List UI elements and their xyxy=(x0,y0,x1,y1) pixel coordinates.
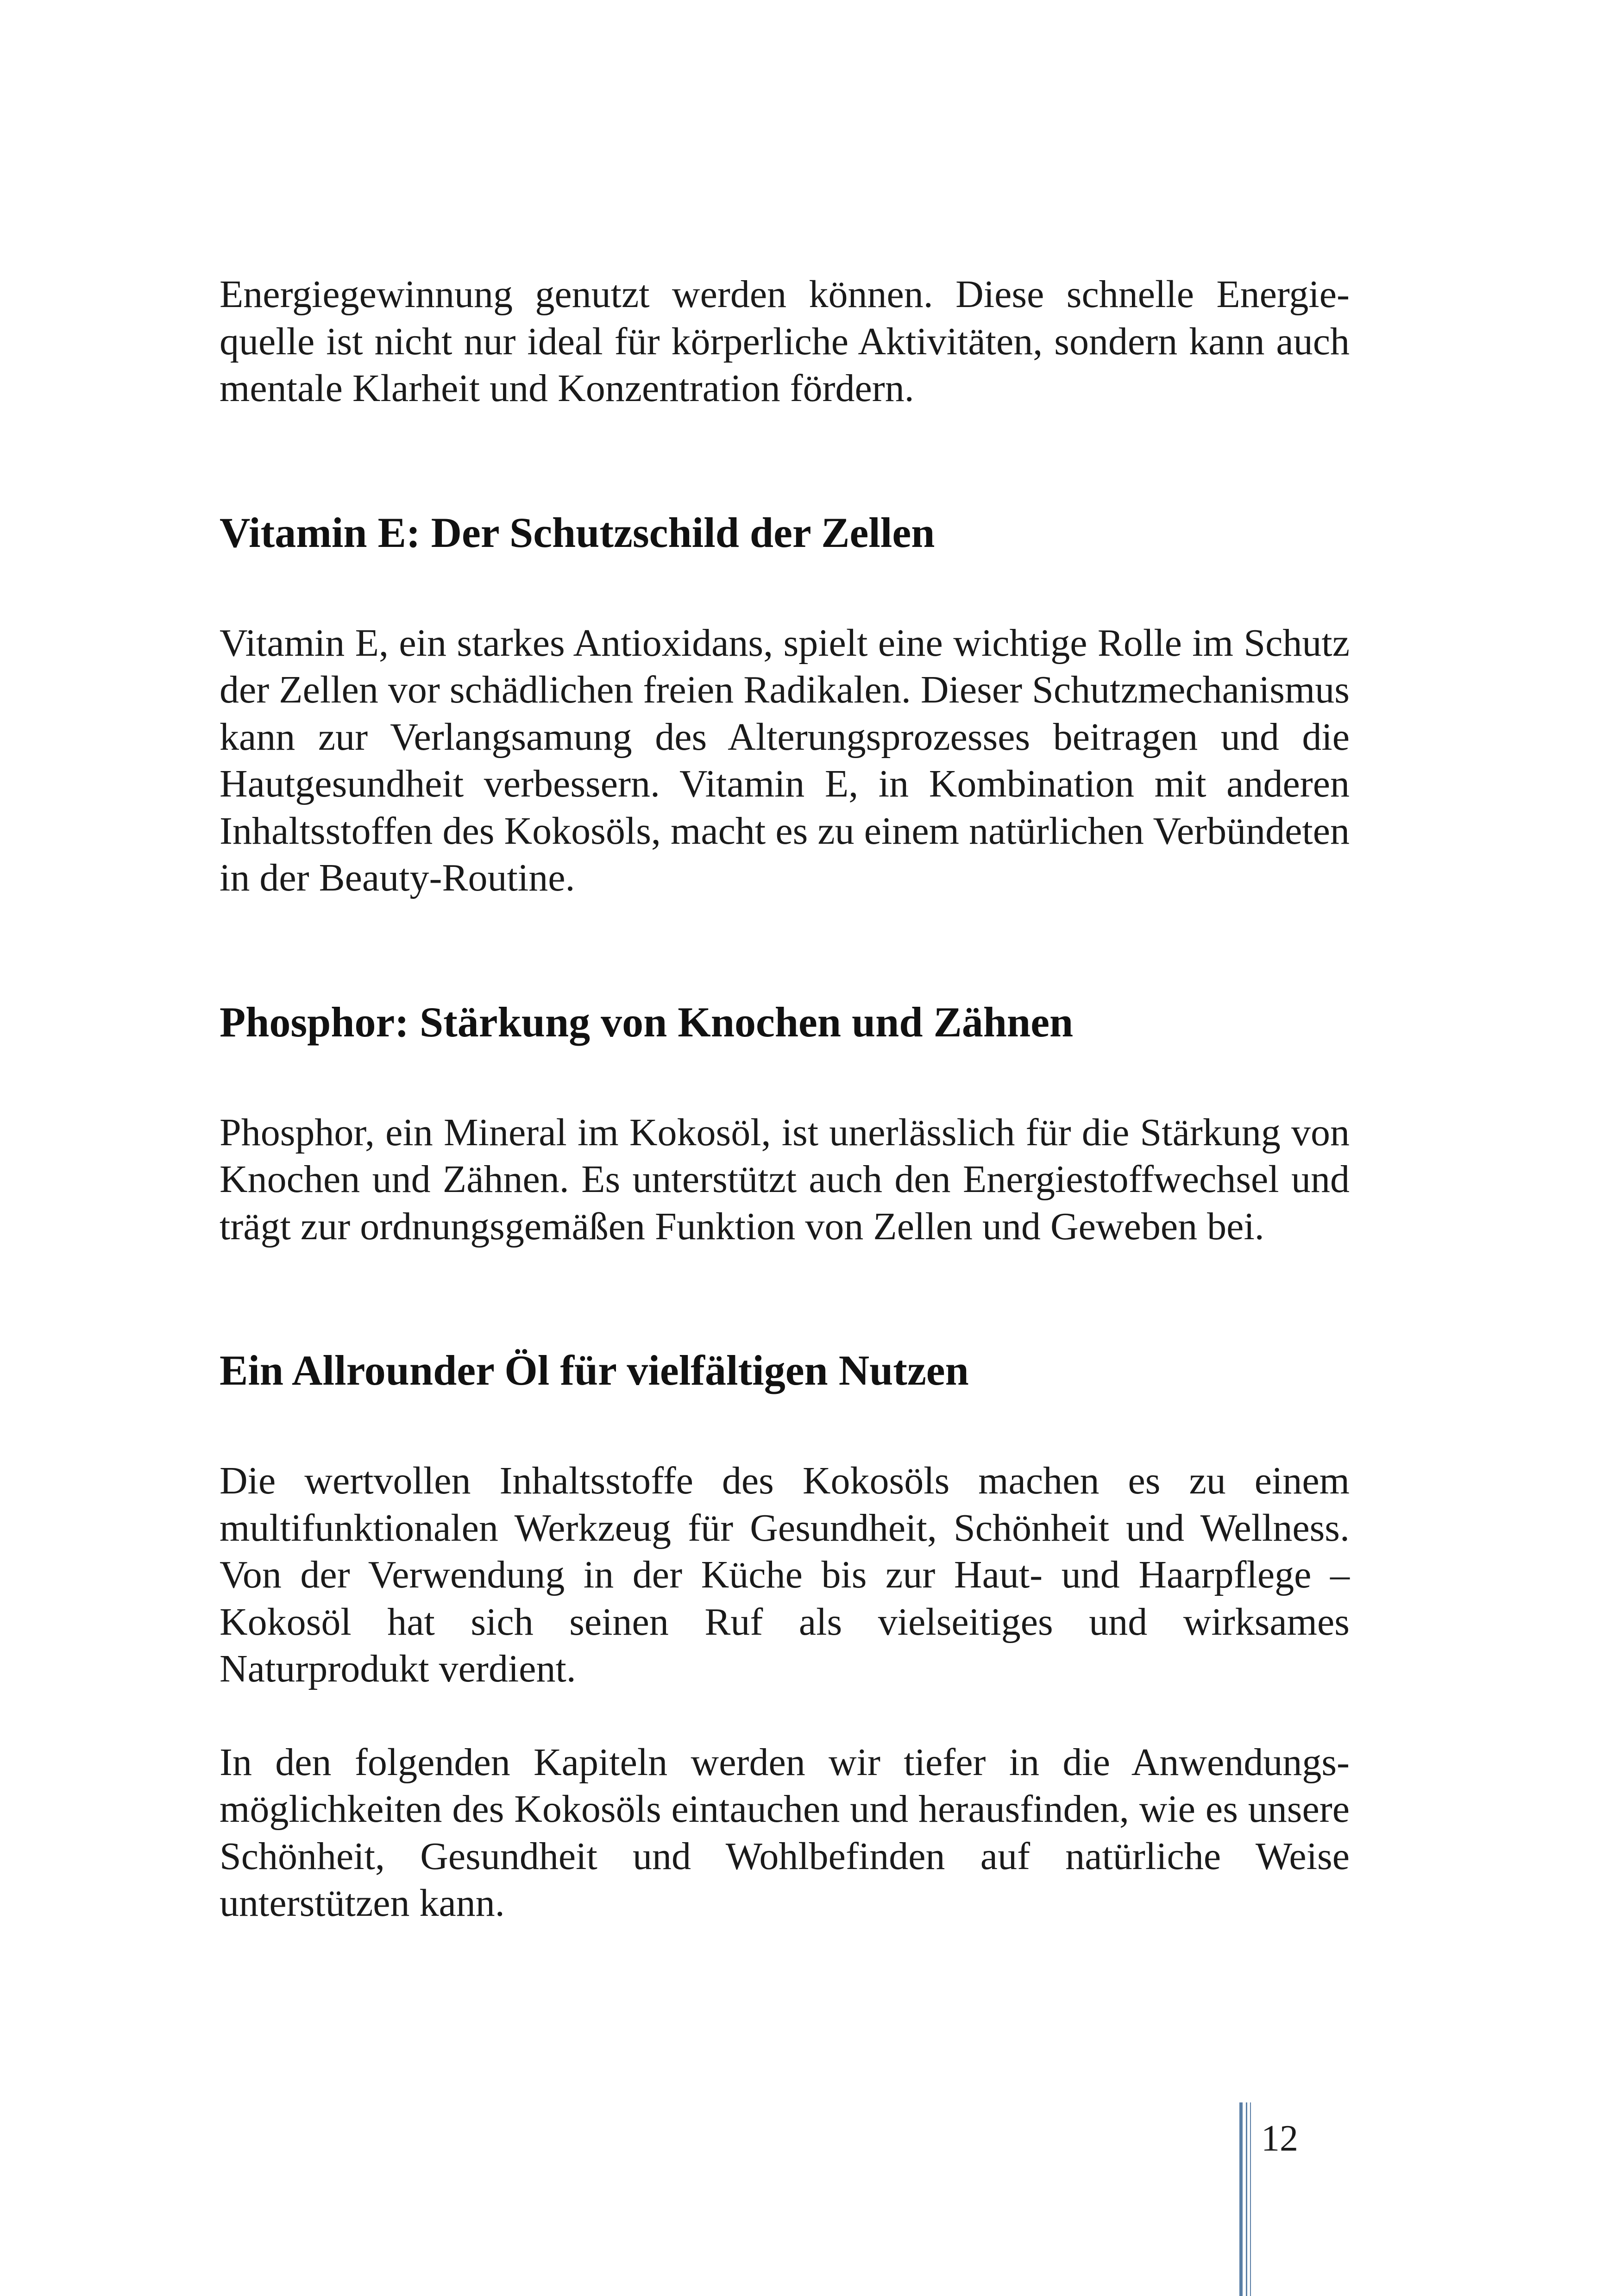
body-paragraph: Die wertvollen Inhaltsstoffe des Kokosöls machen es zu einem multifunktionalen Werkzeug für Gesundheit, Schönheit und Wellness. Von der Verwendung in der Küche bis zur Haut- und Haarpflege – Kokosöl hat sich seinen Ruf als vielseitiges und wirksames Naturprodukt verdient. xyxy=(220,1459,1350,1690)
page-number: 12 xyxy=(1261,2118,1298,2159)
section-heading-phosphor: Phosphor: Stärkung von Knochen und Zähnen xyxy=(220,998,1074,1046)
footer-rule xyxy=(1239,2102,1243,2296)
footer-rule xyxy=(1250,2102,1251,2296)
section-heading-allrounder: Ein Allrounder Öl für vielfältigen Nutzen xyxy=(220,1347,969,1394)
body-paragraph: In den folgenden Kapiteln werden wir tiefer in die Anwendungsmöglichkeiten des Kokosöls eintauchen und herausfinden, wie es unsere Schönheit, Gesundheit und Wohlbefinden auf natürliche Weise unterstützen kann. xyxy=(220,1740,1350,1925)
footer-rule xyxy=(1246,2102,1247,2296)
page-content xyxy=(220,271,1350,1927)
body-paragraph: Energiegewinnung genutzt werden können. Diese schnelle Energiequelle ist nicht nur ideal für körperliche Aktivitäten, sondern kann auch mentale Klarheit und Konzentration fördern. xyxy=(220,273,1350,410)
body-paragraph: Vitamin E, ein starkes Antioxidans, spielt eine wichtige Rolle im Schutz der Zellen vor schädlichen freien Radikalen. Dieser Schutzmechanismus kann zur Verlangsamung des Alterungsprozesses beitragen und die Hautgesundheit verbessern. Vitamin E, in Kombination mit anderen Inhaltsstoffen des Kokosöls, macht es zu einem natürlichen Verbündeten in der Beauty-Routine. xyxy=(220,621,1350,899)
section-heading-vitamin-e: Vitamin E: Der Schutzschild der Zellen xyxy=(220,508,935,556)
body-paragraph: Phosphor, ein Mineral im Kokosöl, ist unerlässlich für die Stärkung von Knochen und Zähnen. Es unterstützt auch den Energiestoffwechsel und trägt zur ordnungsgemäßen Funktion von Zellen und Geweben bei. xyxy=(220,1110,1350,1248)
